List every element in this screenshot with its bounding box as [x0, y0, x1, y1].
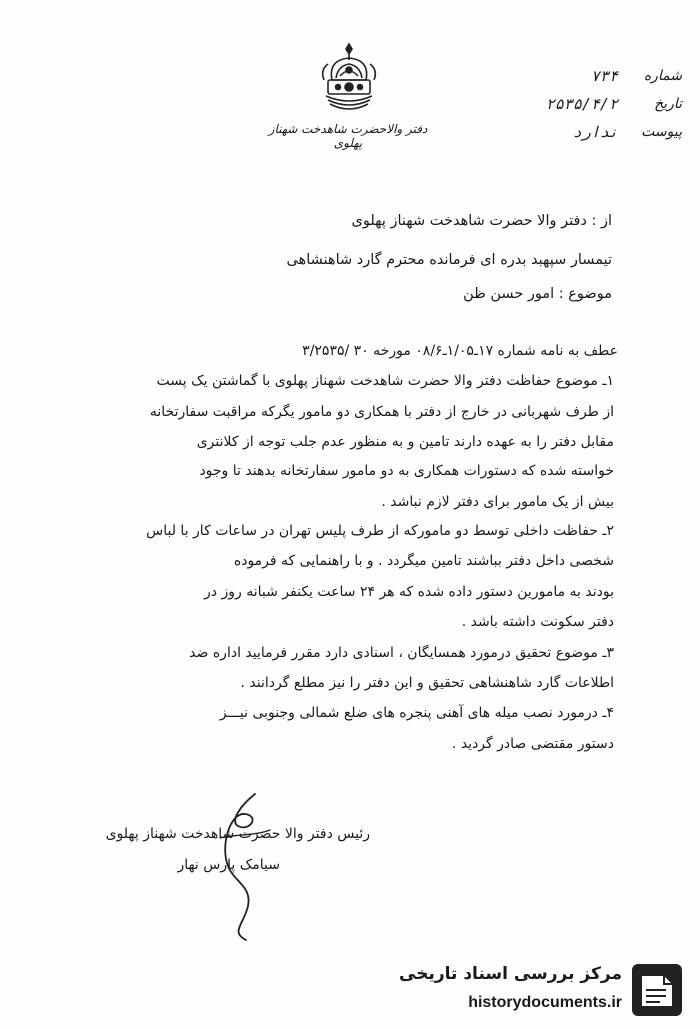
date-row: [522, 90, 682, 118]
subject-line: موضوع : امور حسن ظن: [463, 286, 612, 302]
signatory-title: رئیس دفتر والا حضرت شاهدخت شهناز پهلوی: [105, 826, 370, 842]
body-line: بیش از یک مامور برای دفتر لازم نباشد .: [381, 494, 614, 510]
body-line: از طرف شهربانی در خارج از دفتر با همکاری دو مامور یگرکه مراقبت سفارتخانه: [149, 404, 614, 420]
date-label: تاریخ: [654, 96, 682, 112]
body-line: بودند به مامورین دستور داده شده که هر ۲۴ ساعت یکنفر شبانه روز در: [204, 584, 614, 600]
body-line: شخصی داخل دفتر بباشند تامین میگردد . و با راهنمایی که فرموده: [233, 553, 614, 569]
number-row: [522, 62, 682, 90]
recipient-line: تیمسار سپهبد بدره ای فرمانده محترم گارد شاهنشاهی: [286, 252, 612, 268]
royal-crown-icon: [318, 40, 380, 122]
attachment-label: پیوست: [641, 124, 682, 140]
body-line: عطف به نامه شماره ۱۷ـ۱/۰۵ـ۰۸/۶ مورخه ۳۰ /۳/۲۵۳۵: [302, 343, 618, 359]
archive-title: مرکز بررسی اسناد تاریخی: [399, 964, 622, 984]
body-line: ۳ـ موضوع تحقیق درمورد همسایگان ، اسنادی دارد مقرر فرمایید اداره ضد: [189, 645, 614, 661]
signatory-name: سیامک پارس نهار: [177, 857, 280, 873]
body-line: دفتر سکونت داشته باشد .: [461, 614, 614, 630]
body-line: دستور مقتضی صادر گردید .: [451, 736, 614, 752]
letterhead-office-name: دفتر والاحضرت شاهدخت شهناز پهلوی: [268, 122, 428, 150]
body-line: اطلاعات گارد شاهنشاهی تحقیق و این دفتر را نیز مطلع گردانند .: [240, 675, 614, 691]
from-line: از : دفتر والا حضرت شاهدخت شهناز پهلوی: [351, 213, 612, 229]
body-line: ۴ـ درمورد نصب میله های آهنی پنجره های ضلع شمالی وجنوبی نیـــز: [219, 705, 614, 721]
body-line: ۱ـ موضوع حفاظت دفتر والا حضرت شاهدخت شهناز پهلوی با گماشتن یک پست: [156, 373, 614, 389]
number-label: شماره: [643, 68, 682, 84]
date-value: ۲۵۳۵/۴/۲: [545, 95, 618, 113]
body-line: خواسته شده که دستورات همکاری به دو مامور سفارتخانه بدهند تا وجود: [199, 463, 614, 479]
body-line: مقابل دفتر را به عهده دارند تامین و به منظور عدم جلب توجه از کلانتری: [196, 434, 614, 450]
archive-url: historydocuments.ir: [468, 994, 622, 1011]
attachment-row: [522, 118, 682, 146]
document-meta: [522, 62, 682, 146]
attachment-value: ندارد: [572, 123, 618, 141]
archive-watermark: [400, 958, 690, 1022]
number-value: ۷۳۴: [590, 67, 618, 85]
document-center-logo-icon: [630, 962, 684, 1018]
body-line: ۲ـ حفاظت داخلی توسط دو مامورکه از طرف پلیس تهران در ساعات کار با لباس: [146, 523, 614, 539]
